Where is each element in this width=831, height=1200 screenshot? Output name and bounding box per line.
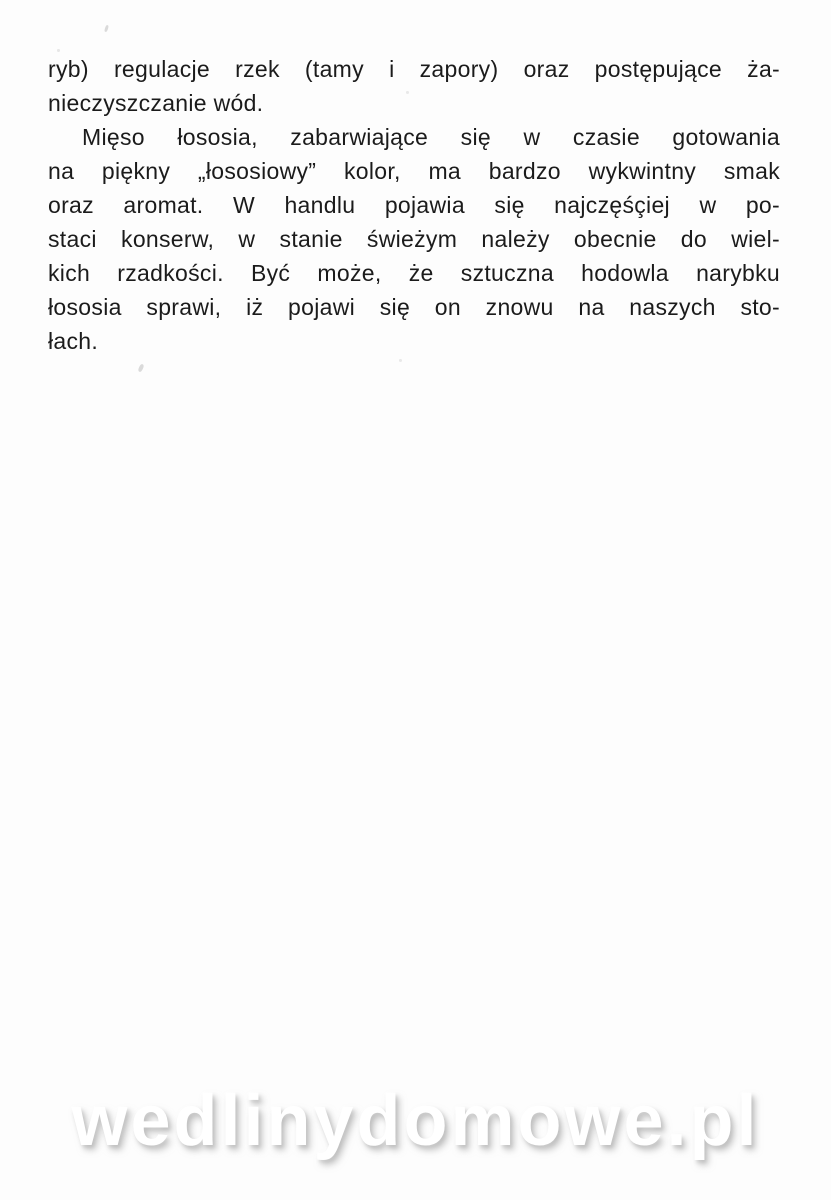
text-line: łach. [48, 328, 99, 354]
scan-speckle [138, 364, 145, 373]
scan-speckle [104, 25, 109, 33]
scan-speckle [57, 49, 60, 52]
body-text [48, 52, 780, 358]
text-line: Mięso łososia, zabarwiające się w czasie gotowania [82, 124, 780, 150]
scan-speckle [399, 359, 402, 362]
text-line: staci konserw, w stanie świeżym należy obecnie do wiel- [48, 226, 780, 252]
watermark: wedlinydomowe.pl [71, 1081, 760, 1161]
text-line: kich rzadkości. Być może, że sztuczna hodowla narybku [48, 260, 780, 286]
text-line: oraz aromat. W handlu pojawia się najczęśçiej w po- [48, 192, 780, 218]
scan-speckle [406, 91, 409, 94]
text-line: na piękny „łososiowy” kolor, ma bardzo wykwintny smak [48, 158, 780, 184]
text-line: łososia sprawi, iż pojawi się on znowu na naszych sto- [48, 294, 780, 320]
text-line: ryb) regulacje rzek (tamy i zapory) oraz postępujące ża- [48, 56, 780, 82]
text-line: nieczyszczanie wód. [48, 90, 264, 116]
